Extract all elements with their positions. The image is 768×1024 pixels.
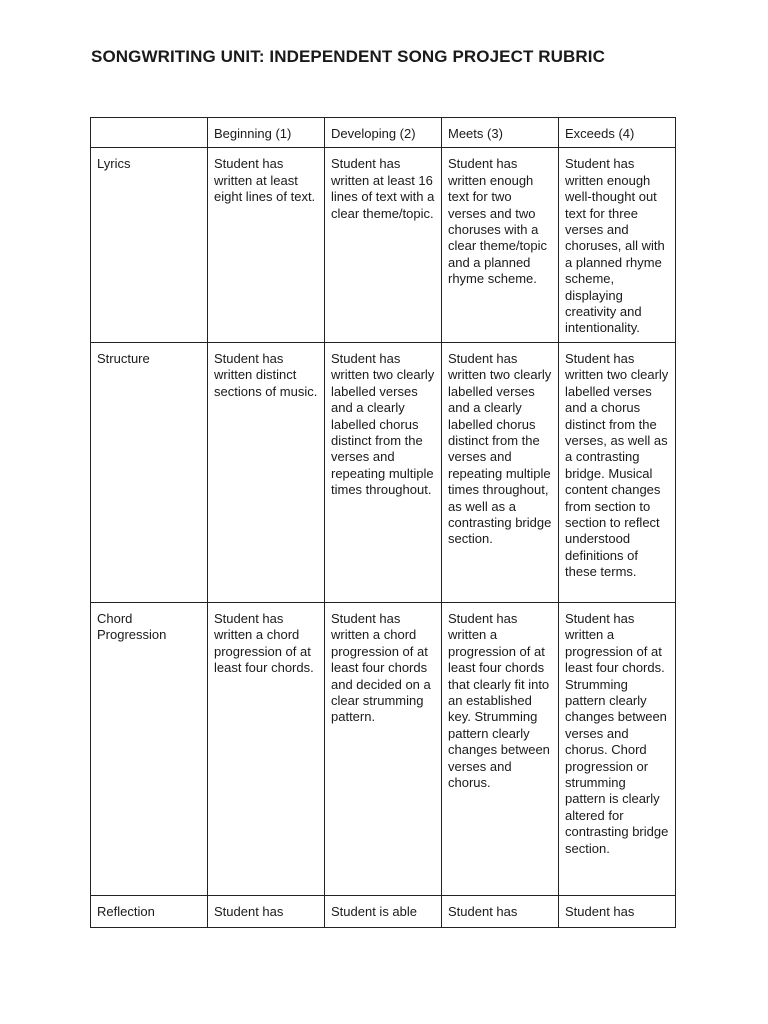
rubric-cell: Student has written a progression of at least four chords that clearly fit into an established key. Strumming pattern clearly changes between verses and chorus. [442, 602, 559, 895]
rubric-cell: Student has written two clearly labelled verses and a clearly labelled chorus distinct from the verses and repeating multiple times throughout, as well as a contrasting bridge section. [442, 342, 559, 602]
header-level-meets: Meets (3) [442, 118, 559, 148]
rubric-cell: Student has written distinct sections of music. [208, 342, 325, 602]
criterion-label: Chord Progression [91, 602, 208, 895]
header-row [91, 118, 676, 148]
rubric-cell: Student has written a progression of at least four chords. Strumming pattern clearly changes between verses and chorus. Chord progression or strumming pattern is clearly altered for contrasting bridge section. [559, 602, 676, 895]
rubric-cell: Student has written enough well-thought out text for three verses and choruses, all with a planned rhyme scheme, displaying creativity and intentionality. [559, 148, 676, 342]
header-criteria-cell [91, 118, 208, 148]
rubric-cell: Student has [208, 895, 325, 927]
rubric-cell: Student has written enough text for two verses and two choruses with a clear theme/topic and a planned rhyme scheme. [442, 148, 559, 342]
header-level-beginning: Beginning (1) [208, 118, 325, 148]
rubric-cell: Student is able [325, 895, 442, 927]
rubric-cell: Student has written two clearly labelled verses and a clearly labelled chorus distinct from the verses and repeating multiple times throughout. [325, 342, 442, 602]
rubric-cell: Student has written a chord progression of at least four chords. [208, 602, 325, 895]
rubric-cell: Student has [559, 895, 676, 927]
rubric-table [90, 117, 676, 928]
table-row [91, 602, 676, 895]
header-level-developing: Developing (2) [325, 118, 442, 148]
table-row [91, 148, 676, 342]
document-title: SONGWRITING UNIT: INDEPENDENT SONG PROJECT RUBRIC [91, 47, 605, 66]
rubric-cell: Student has [442, 895, 559, 927]
rubric-cell: Student has written at least 16 lines of text with a clear theme/topic. [325, 148, 442, 342]
rubric-cell: Student has written at least eight lines of text. [208, 148, 325, 342]
criterion-label: Lyrics [91, 148, 208, 342]
rubric-cell: Student has written a chord progression of at least four chords and decided on a clear strumming pattern. [325, 602, 442, 895]
criterion-label: Reflection [91, 895, 208, 927]
criterion-label: Structure [91, 342, 208, 602]
header-level-exceeds: Exceeds (4) [559, 118, 676, 148]
table-row [91, 342, 676, 602]
table-row [91, 895, 676, 927]
rubric-cell: Student has written two clearly labelled verses and a chorus distinct from the verses, as well as a contrasting bridge. Musical content changes from section to section to reflect understood definitions of these terms. [559, 342, 676, 602]
